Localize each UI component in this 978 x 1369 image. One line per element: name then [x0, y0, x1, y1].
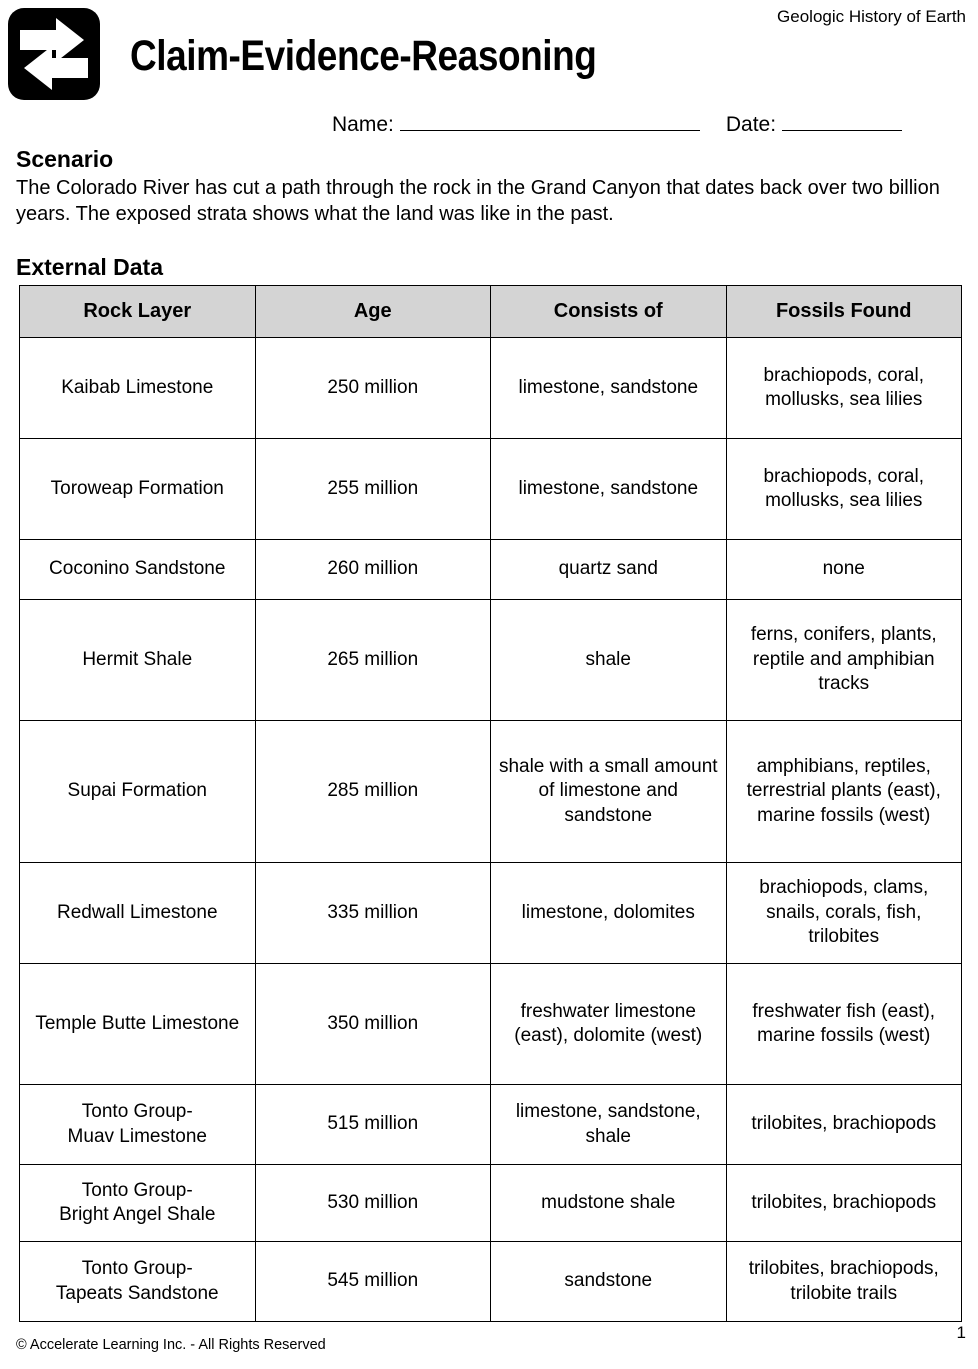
age-cell: 255 million: [255, 439, 491, 540]
rock-layer-cell: Tonto Group- Muav Limestone: [20, 1085, 256, 1165]
rock-layer-cell: Coconino Sandstone: [20, 540, 256, 600]
composition-cell: limestone, dolomites: [491, 863, 727, 964]
name-label: Name:: [332, 113, 394, 136]
table-header-row: [20, 286, 962, 338]
composition-cell: freshwater limestone (east), dolomite (west): [491, 964, 727, 1085]
table-row: [20, 1242, 962, 1322]
age-cell: 250 million: [255, 338, 491, 439]
age-cell: 265 million: [255, 600, 491, 721]
rock-layer-table: [19, 285, 962, 1322]
rock-layer-cell: Hermit Shale: [20, 600, 256, 721]
composition-cell: mudstone shale: [491, 1165, 727, 1242]
fossils-cell: brachiopods, coral, mollusks, sea lilies: [726, 439, 962, 540]
composition-cell: limestone, sandstone: [491, 439, 727, 540]
fossils-cell: trilobites, brachiopods, trilobite trails: [726, 1242, 962, 1322]
column-header: Consists of: [491, 286, 727, 338]
table-row: [20, 1165, 962, 1242]
page-title: Claim-Evidence-Reasoning: [130, 32, 597, 80]
age-cell: 530 million: [255, 1165, 491, 1242]
arrows-exchange-icon: [8, 8, 100, 100]
rock-layer-cell: Temple Butte Limestone: [20, 964, 256, 1085]
fossils-cell: none: [726, 540, 962, 600]
unit-title: Geologic History of Earth: [777, 7, 966, 26]
table-row: [20, 600, 962, 721]
name-field[interactable]: [400, 110, 700, 131]
composition-cell: quartz sand: [491, 540, 727, 600]
rock-layer-cell: Kaibab Limestone: [20, 338, 256, 439]
rock-layer-cell: Supai Formation: [20, 721, 256, 863]
composition-cell: shale with a small amount of limestone and sandstone: [491, 721, 727, 863]
column-header: Age: [255, 286, 491, 338]
composition-cell: sandstone: [491, 1242, 727, 1322]
composition-cell: shale: [491, 600, 727, 721]
fossils-cell: brachiopods, clams, snails, corals, fish, trilobites: [726, 863, 962, 964]
fossils-cell: ferns, conifers, plants, reptile and amphibian tracks: [726, 600, 962, 721]
scenario-heading: Scenario: [16, 146, 114, 172]
copyright: © Accelerate Learning Inc. - All Rights Reserved: [16, 1337, 326, 1353]
date-field[interactable]: [782, 110, 902, 131]
fossils-cell: amphibians, reptiles, terrestrial plants (east), marine fossils (west): [726, 721, 962, 863]
rock-layer-cell: Tonto Group- Tapeats Sandstone: [20, 1242, 256, 1322]
fossils-cell: trilobites, brachiopods: [726, 1165, 962, 1242]
composition-cell: limestone, sandstone, shale: [491, 1085, 727, 1165]
fossils-cell: freshwater fish (east), marine fossils (west): [726, 964, 962, 1085]
rock-layer-cell: Redwall Limestone: [20, 863, 256, 964]
scenario-text: The Colorado River has cut a path through the rock in the Grand Canyon that dates back over two billion years. The exposed strata shows what the land was like in the past.: [16, 177, 940, 225]
table-row: [20, 721, 962, 863]
table-row: [20, 863, 962, 964]
table-row: [20, 540, 962, 600]
age-cell: 285 million: [255, 721, 491, 863]
table-row: [20, 964, 962, 1085]
rock-layer-cell: Tonto Group- Bright Angel Shale: [20, 1165, 256, 1242]
date-label: Date:: [725, 113, 777, 136]
composition-cell: limestone, sandstone: [491, 338, 727, 439]
table-row: [20, 439, 962, 540]
fossils-cell: trilobites, brachiopods: [726, 1085, 962, 1165]
column-header: Fossils Found: [726, 286, 962, 338]
age-cell: 350 million: [255, 964, 491, 1085]
age-cell: 335 million: [255, 863, 491, 964]
age-cell: 260 million: [255, 540, 491, 600]
name-date-row: [332, 110, 902, 137]
column-header: Rock Layer: [20, 286, 256, 338]
age-cell: 515 million: [255, 1085, 491, 1165]
page-number: 1: [956, 1323, 966, 1342]
external-data-heading: External Data: [16, 254, 164, 280]
fossils-cell: brachiopods, coral, mollusks, sea lilies: [726, 338, 962, 439]
table-row: [20, 1085, 962, 1165]
age-cell: 545 million: [255, 1242, 491, 1322]
rock-layer-cell: Toroweap Formation: [20, 439, 256, 540]
table-row: [20, 338, 962, 439]
